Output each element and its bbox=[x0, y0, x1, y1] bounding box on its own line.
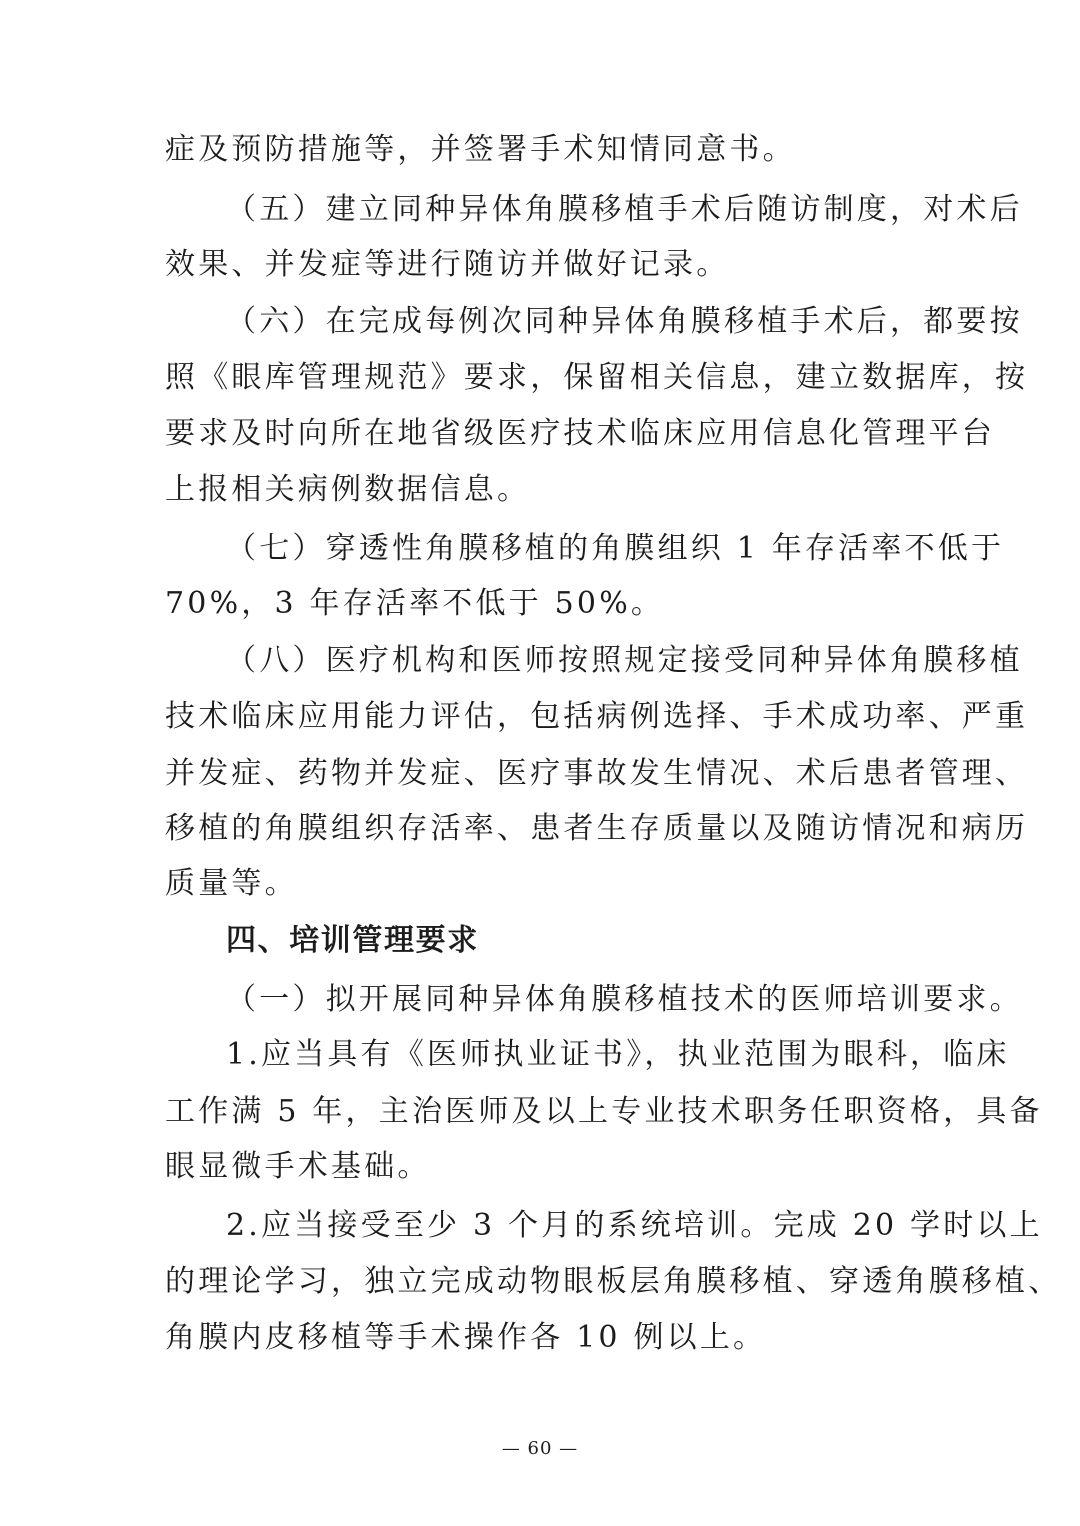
body-line: 移植的角膜组织存活率、患者生存质量以及随访情况和病历 bbox=[165, 811, 1029, 846]
body-line: 工作满 5 年，主治医师及以上专业技术职务任职资格，具备 bbox=[165, 1094, 1043, 1129]
body-line: 并发症、药物并发症、医疗事故发生情况、术后患者管理、 bbox=[165, 756, 1029, 791]
body-line: 1.应当具有《医师执业证书》，执业范围为眼科，临床 bbox=[226, 1037, 1010, 1072]
body-line: 70%，3 年存活率不低于 50%。 bbox=[165, 586, 665, 621]
body-line: （一）拟开展同种异体角膜移植技术的医师培训要求。 bbox=[226, 982, 1023, 1017]
body-line: 眼显微手术基础。 bbox=[165, 1149, 431, 1184]
section-heading: 四、培训管理要求 bbox=[226, 923, 479, 958]
body-line: 2.应当接受至少 3 个月的系统培训。完成 20 学时以上 bbox=[226, 1208, 1043, 1243]
body-line: （七）穿透性角膜移植的角膜组织 1 年存活率不低于 bbox=[226, 531, 1005, 566]
body-line: 症及预防措施等，并签署手术知情同意书。 bbox=[165, 132, 796, 167]
body-line: 技术临床应用能力评估，包括病例选择、手术成功率、严重 bbox=[165, 699, 1029, 734]
page-number: — 60 — bbox=[501, 1438, 579, 1459]
body-line: 要求及时向所在地省级医疗技术临床应用信息化管理平台 bbox=[165, 416, 995, 451]
body-line: 的理论学习，独立完成动物眼板层角膜移植、穿透角膜移植、 bbox=[165, 1264, 1062, 1299]
body-line: （五）建立同种异体角膜移植手术后随访制度，对术后 bbox=[226, 192, 1023, 227]
body-line: 质量等。 bbox=[165, 866, 298, 901]
body-line: （八）医疗机构和医师按照规定接受同种异体角膜移植 bbox=[226, 643, 1023, 678]
body-line: 照《眼库管理规范》要求，保留相关信息，建立数据库，按 bbox=[165, 360, 1029, 395]
body-line: 效果、并发症等进行随访并做好记录。 bbox=[165, 247, 730, 282]
body-line: （六）在完成每例次同种异体角膜移植手术后，都要按 bbox=[226, 304, 1023, 339]
body-line: 角膜内皮移植等手术操作各 10 例以上。 bbox=[165, 1320, 767, 1355]
body-line: 上报相关病例数据信息。 bbox=[165, 472, 531, 507]
